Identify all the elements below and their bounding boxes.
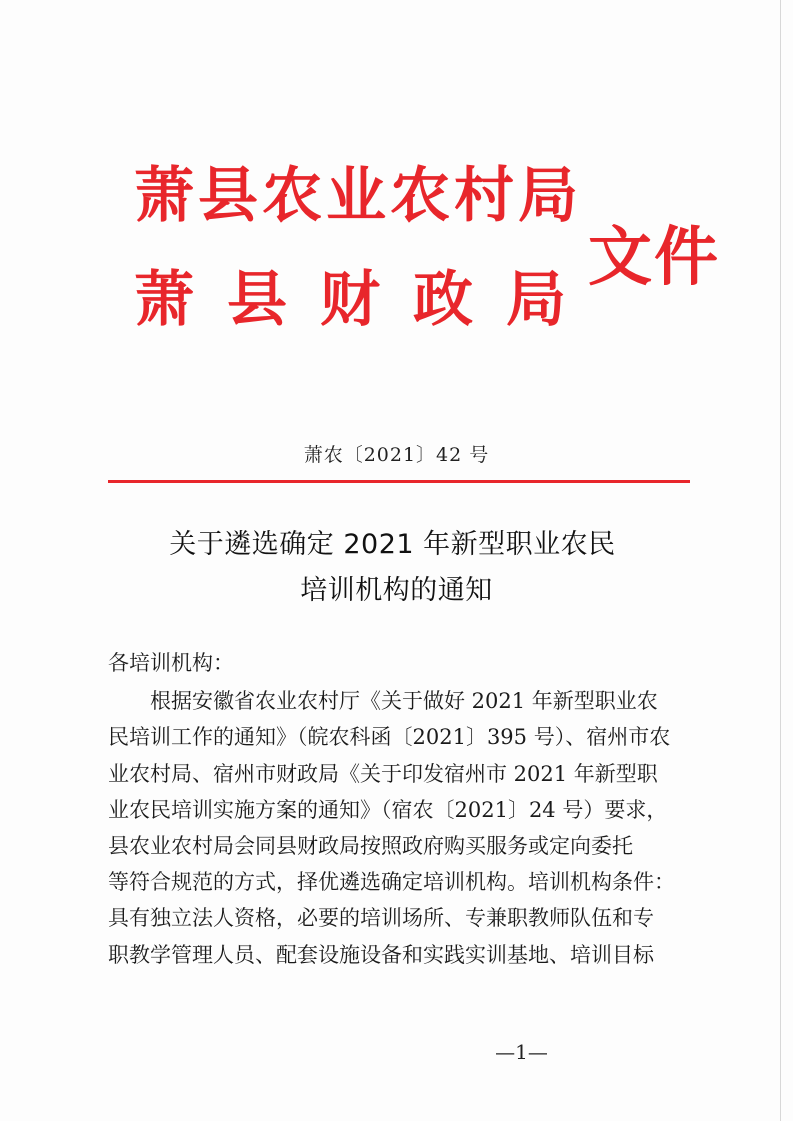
page-number: —1—: [495, 1040, 548, 1064]
body-paragraph: [108, 683, 690, 973]
document-type-label: 文件: [588, 221, 720, 295]
red-divider-line: [108, 480, 690, 483]
body-line: 等符合规范的方式，择优遴选确定培训机构。培训机构条件：: [108, 870, 675, 895]
body-line: 业农村局、宿州市财政局《关于印发宿州市 2021 年新型职: [108, 761, 658, 786]
body-line: 民培训工作的通知》（皖农科函〔2021〕395 号）、宿州市农: [108, 725, 671, 750]
salutation: 各培训机构：: [108, 651, 234, 675]
body-line: 业农民培训实施方案的通知》（宿农〔2021〕24 号）要求，: [108, 797, 668, 822]
document-number: 萧农〔2021〕42 号: [303, 444, 490, 466]
body-line: 职教学管理人员、配套设施设备和实践实训基地、培训目标: [108, 942, 654, 967]
document-title-line-2: 培训机构的通知: [300, 575, 493, 606]
body-line: 具有独立法人资格，必要的培训场所、专兼职教师队伍和专: [108, 906, 654, 931]
body-line: 根据安徽省农业农村厅《关于做好 2021 年新型职业农: [108, 689, 658, 714]
issuer-line-2: 萧县财政局: [134, 265, 599, 335]
body-line: 县农业农村局会同县财政局按照政府购买服务或定向委托: [108, 834, 633, 859]
document-header: [130, 158, 730, 358]
document-body: [108, 645, 690, 973]
issuer-line-1: 萧县农业农村局: [134, 161, 582, 231]
document-title-line-1: 关于遴选确定 2021 年新型职业农民: [169, 529, 616, 560]
